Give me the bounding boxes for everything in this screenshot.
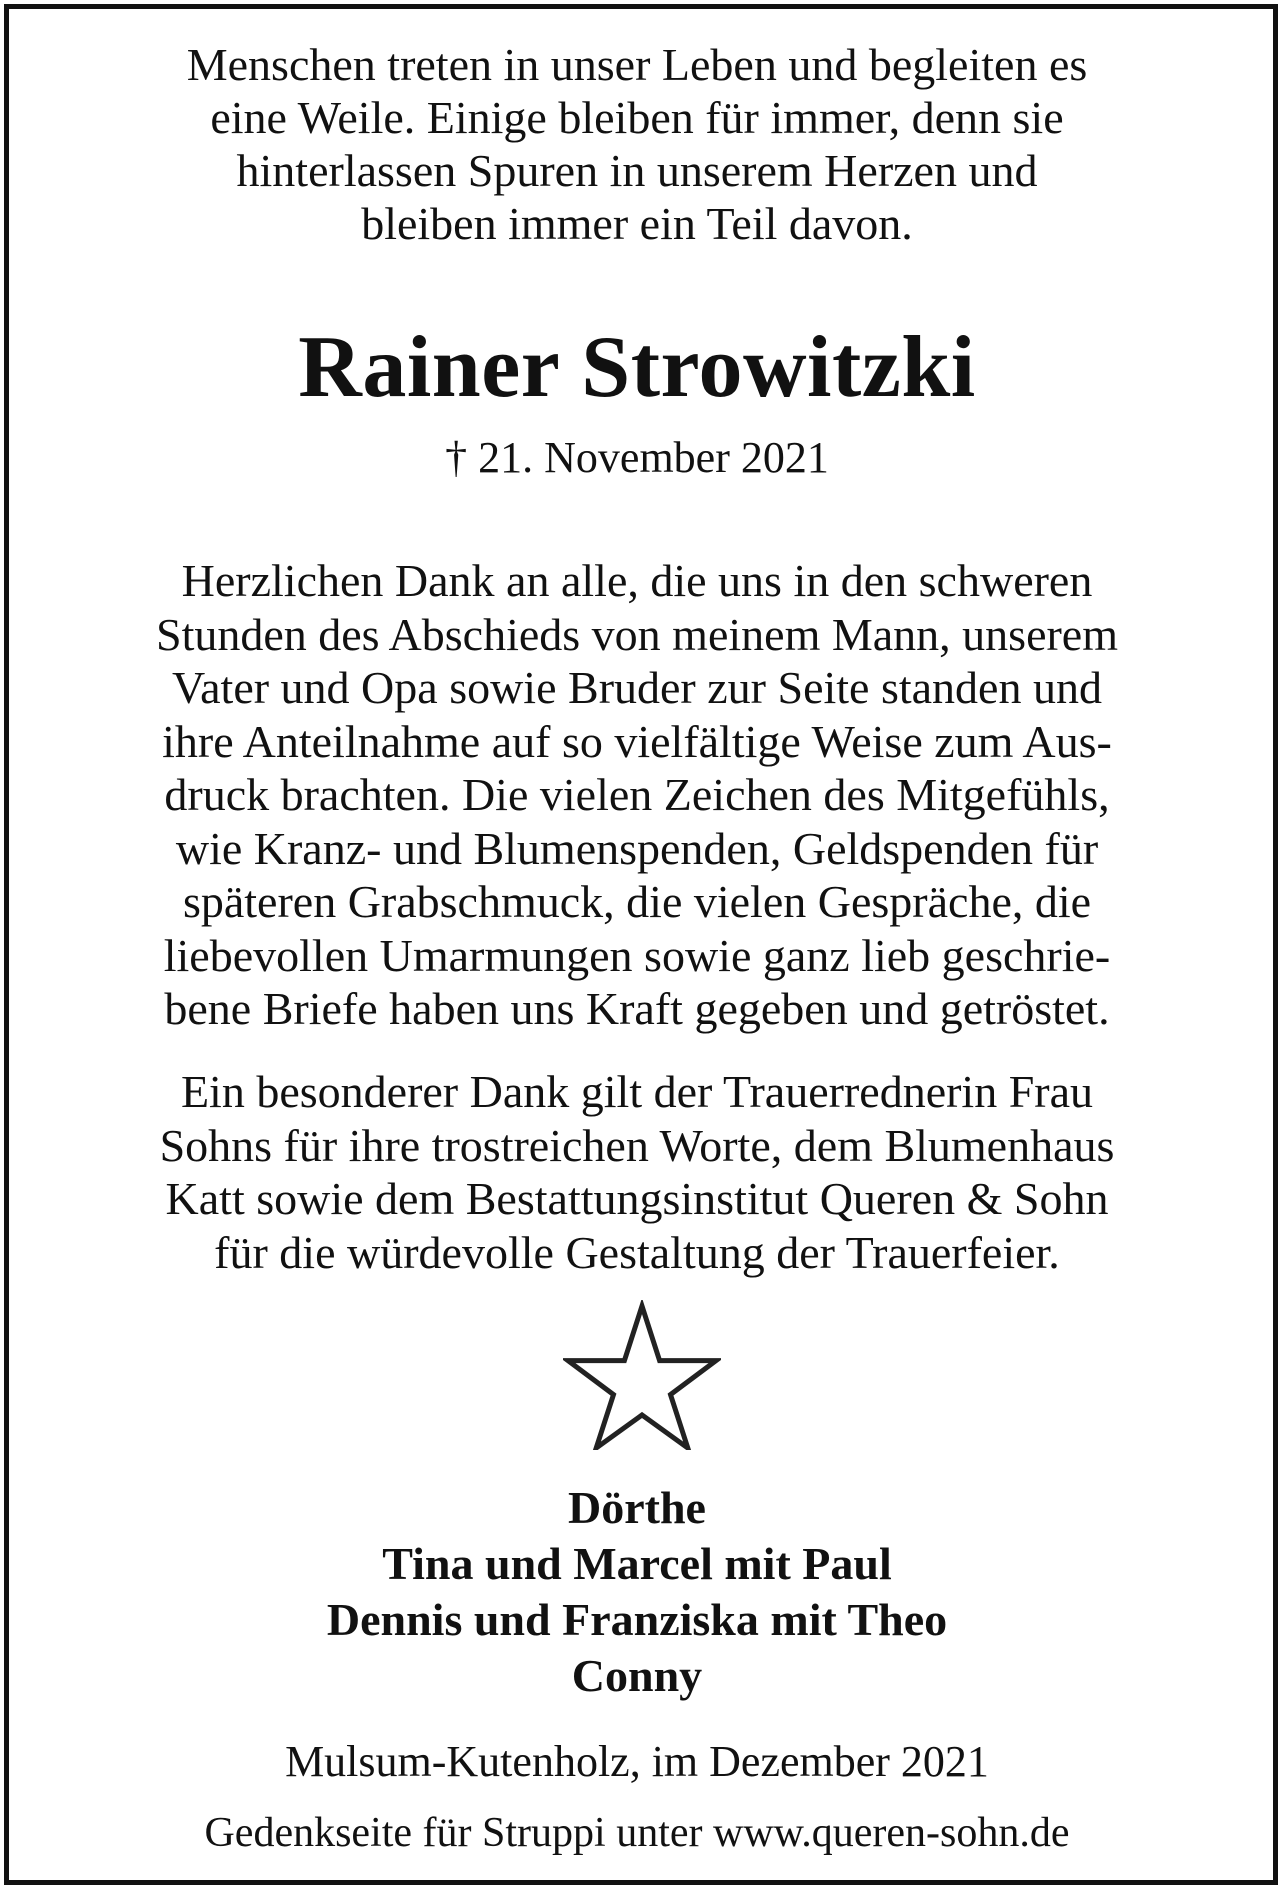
thanks-line: druck brachten. Die vielen Zeichen des Mitgefühls,: [164, 769, 1110, 820]
thanks-line: liebevollen Umarmungen sowie ganz lieb geschrie-: [163, 929, 1111, 981]
family-member-line: Tina und Marcel mit Paul: [382, 1538, 892, 1589]
thanks-line: Stunden des Abschieds von meinem Mann, unserem: [155, 608, 1119, 660]
intro-line: bleiben immer ein Teil davon.: [361, 198, 913, 249]
thanks-paragraph: [0, 554, 1274, 1036]
special-thanks-line: Katt sowie dem Bestattungsinstitut Queren & Sohn: [165, 1173, 1109, 1224]
thanks-line: ihre Anteilnahme auf so vielfältige Weise zum Aus-: [162, 715, 1112, 767]
special-thanks-line: Sohns für ihre trostreichen Worte, dem Blumenhaus: [159, 1119, 1115, 1171]
death-date: † 21. November 2021: [445, 433, 829, 482]
special-thanks-line: für die würdevolle Gestaltung der Trauerfeier.: [214, 1226, 1060, 1278]
family-signatures: [0, 1480, 1274, 1704]
thanks-line: bene Briefe haben uns Kraft gegeben und getröstet.: [164, 983, 1110, 1034]
family-member-line: Dörthe: [568, 1482, 706, 1533]
intro-line: eine Weile. Einige bleiben für immer, denn sie: [210, 92, 1064, 143]
intro-line: Menschen treten in unser Leben und begleiten es: [186, 39, 1088, 90]
intro-quote: [0, 38, 1274, 250]
special-thanks-paragraph: [0, 1065, 1274, 1279]
thanks-line: späteren Grabschmuck, die vielen Gespräche, die: [182, 876, 1092, 927]
thanks-line: wie Kranz- und Blumenspenden, Geldspenden für: [175, 822, 1099, 874]
family-member-line: Dennis und Franziska mit Theo: [326, 1594, 948, 1645]
intro-line: hinterlassen Spuren in unserem Herzen und: [236, 145, 1038, 196]
deceased-name: Rainer Strowitzki: [298, 319, 976, 416]
star-outline-icon: [563, 1300, 721, 1450]
special-thanks-line: Ein besonderer Dank gilt der Trauerrednerin Frau: [180, 1066, 1094, 1117]
thanks-line: Herzlichen Dank an alle, die uns in den schweren: [181, 555, 1093, 606]
thanks-line: Vater und Opa sowie Bruder zur Seite standen und: [172, 662, 1102, 713]
place-and-date: Mulsum-Kutenholz, im Dezember 2021: [285, 1737, 989, 1786]
family-member-line: Conny: [571, 1650, 703, 1701]
memorial-page-note: Gedenkseite für Struppi unter www.queren-sohn.de: [204, 1810, 1070, 1856]
